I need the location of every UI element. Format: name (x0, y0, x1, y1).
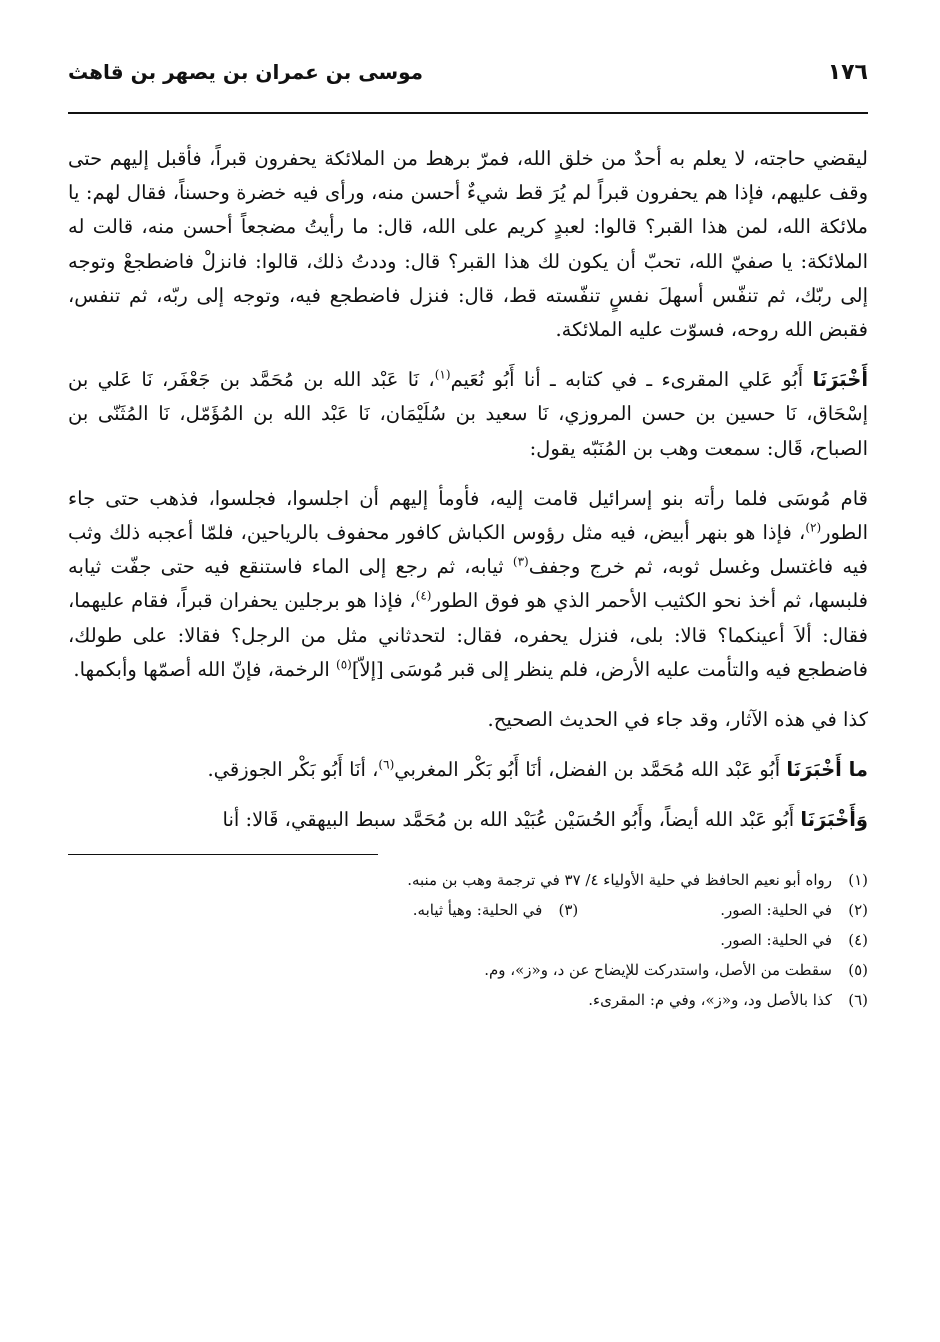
footnote-ref: (٣) (512, 554, 529, 569)
footnotes-divider (68, 854, 378, 855)
footnote-line (68, 985, 868, 1015)
running-title: موسى بن عمران بن يصهر بن قاهث (68, 60, 424, 84)
footnote-line (68, 925, 868, 955)
footnotes (68, 865, 868, 1015)
paragraph-2: أَخْبَرَنَا أَبُو عَلي المقرىء ـ في كتابه ـ أنا أَبُو نُعَيم$^{(١)}$، نَا عَبْد الله بن مُحَمَّد بن جَعْفَر، نَا عَلي بن إسْحَاق، نَا حسين بن حسن المروزي، نَا سعيد بن سُلَيْمَان، نَا عَبْد الله بن المُؤَمّل، نَا المُثَنّى بن الصباح، قَال: سمعت وهب بن المُنَبّه يقول: (68, 367, 869, 460)
paragraph-6: وَأَخْبَرَنَا أَبُو عَبْد الله أيضاً، وأَبُو الحُسَيْن عُبَيْد الله بن مُحَمَّد سبط البيهقي، قَالا: أنا (222, 808, 868, 832)
paragraph-3: قام مُوسَى فلما رأته بنو إسرائيل قامت إليه، فأومأ إليهم أن اجلسوا، فجلسوا، فذهب حتى جاء الطور$^{(٢)}$، فإذا هو بنهر أبيض، فيه مثل رؤوس الكباش كافور محفوف بالرياحين، فلمّا أعجبه ذلك وثب فيه فاغتسل وغسل ثوبه، ثم خرج وجفف$^{(٣)}$ ثيابه، ثم رجع إلى الماء فاستنقع فيه حتى جفّت ثيابه فلبسها، ثم أخذ نحو الكثيب الأحمر الذي هو فوق الطور$^{(٤)}$، فإذا هو برجلين يحفران قبراً، فقام عليهما، فقال: ألاَ أعينكما؟ قالا: بلى، فنزل يحفره، فقال: لتحدثاني مثل من الرجل؟ فقالا: على طولك، فاضطجع فيه والتأمت عليه الأرض، فلم ينظر إلى قبر مُوسَى [إلاّ]$^{(٥)}$ الرخمة، فإنّ الله أصمّها وأبكمها. (68, 486, 868, 681)
footnote-line (68, 895, 868, 925)
paragraph-5: ما أَخْبَرَنَا أَبُو عَبْد الله مُحَمَّد بن الفضل، أنَا أَبُو بَكْر المغربي$^{(٦)}$، أنَا أَبُو بَكْر الجوزقي. (207, 757, 868, 782)
footnote-line (68, 865, 868, 895)
book-page (68, 60, 868, 1280)
page-header (68, 60, 868, 114)
footnote-item: (١) رواه أبو نعيم الحافظ في حلية الأولياء ٤/ ٣٧ في ترجمة وهب بن منبه. (407, 870, 868, 889)
paragraph-1: ليقضي حاجته، لا يعلم به أحدٌ من خلق الله، فمرّ برهط من الملائكة يحفرون قبراً، فأقبل إليهم حتى وقف عليهم، فإذا هم يحفرون قبراً لم يُرَ قط شيءٌ أحسن منه، ورأى فيه خضرة وحسناً، فقال لهم: يا ملائكة الله، لمن هذا القبر؟ قالوا: لعبدٍ كريم على الله، قال: ما رأيتُ مضجعاً أحسن منه، قالت له الملائكة: يا صفيّ الله، تحبّ أن يكون لك هذا القبر؟ قال: وددتُ ذلك، قالوا: فانزلْ فاضطجعْ وتوجه إلى ربّك، ثم تنفّس أسهلَ نفسٍ تنفّسته قط، قال: فنزل فاضطجع فيه، وتوجه إلى ربّه، ثم تنفس، فقبض الله روحه، فسوّت عليه الملائكة. (68, 147, 868, 342)
main-text (68, 142, 868, 838)
footnote-item: (٣) في الحلية: وهيأ ثيابه. (412, 900, 579, 919)
footnote-item: (٥) سقطت من الأصل، واستدركت للإيضاح عن د، و«ز»، وم. (484, 960, 868, 979)
isnad-lead: أَخْبَرَنَا (812, 368, 869, 392)
footnote-item: (٤) في الحلية: الصور. (720, 930, 868, 949)
footnote-ref: (٦) (378, 757, 395, 772)
isnad-lead: وَأَخْبَرَنَا (800, 808, 868, 832)
footnote-ref: (١) (434, 367, 451, 382)
page-number: ١٧٦ (827, 60, 868, 85)
footnote-line (68, 955, 868, 985)
isnad-lead: ما أَخْبَرَنَا (786, 758, 868, 782)
footnote-ref: (٥) (336, 657, 352, 672)
paragraph-4: كذا في هذه الآثار، وقد جاء في الحديث الصحيح. (487, 708, 868, 732)
footnote-item: (٢) في الحلية: الصور. (720, 900, 868, 919)
footnote-ref: (٢) (805, 520, 822, 535)
footnote-ref: (٤) (415, 588, 432, 603)
footnote-item: (٦) كذا بالأصل ود، و«ز»، وفي م: المقرىء. (588, 990, 868, 1009)
